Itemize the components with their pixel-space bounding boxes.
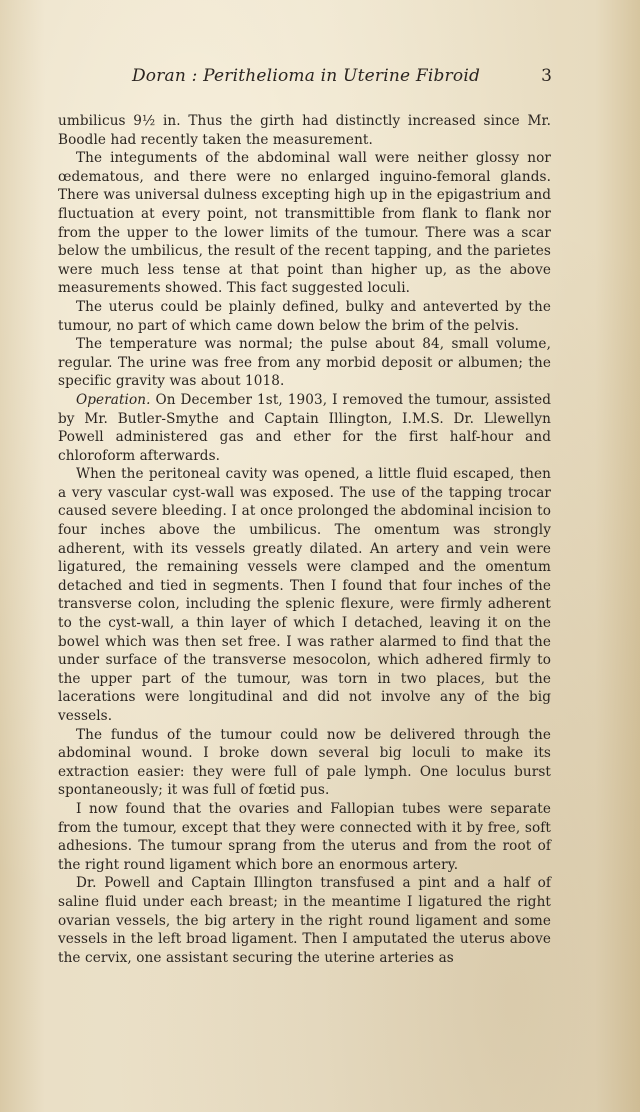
paragraph-3: The uterus could be plainly defined, bulky and anteverted by the tumour, no part of which came down below the brim of the pelvis. bbox=[58, 298, 551, 334]
page-number: 3 bbox=[541, 66, 552, 86]
paragraph-2: The integuments of the abdominal wall were neither glossy nor œdematous, and there were no enlarged inguino-femoral glands. There was universal dulness excepting high up in the epigastrium and fluctuation at every point, not transmittible from flank to flank nor from the upper to the lower limits of the tumour. There was a scar below the umbilicus, the result of the recent tapping, and the parietes were much less tense at that point than higher up, as the above measurements showed. This fact suggested loculi. bbox=[58, 150, 551, 297]
paragraph-4: The temperature was normal; the pulse about 84, small volume, regular. The urine was free from any morbid deposit or albumen; the specific gravity was about 1018. bbox=[58, 336, 551, 390]
body-text bbox=[58, 112, 551, 967]
paragraph-9: Dr. Powell and Captain Illington transfused a pint and a half of saline fluid under each breast; in the meantime I ligatured the right ovarian vessels, the big artery in the right round ligament and some vessels in the left broad ligament. Then I amputated the uterus above the cervix, one assistant securing the uterine arteries as bbox=[58, 875, 551, 966]
paragraph-8: I now found that the ovaries and Fallopian tubes were separate from the tumour, except that they were connected with it by free, soft adhesions. The tumour sprang from the uterus and from the root of the right round ligament which bore an enormous artery. bbox=[58, 800, 551, 873]
operation-lead: Operation. bbox=[76, 391, 151, 408]
paragraph-1: umbilicus 9½ in. Thus the girth had distinctly increased since Mr. Boodle had recently taken the measurement. bbox=[58, 113, 551, 148]
running-title: Doran : Perithelioma in Uterine Fibroid bbox=[131, 66, 481, 86]
paragraph-6: When the peritoneal cavity was opened, a little fluid escaped, then a very vascular cyst-wall was exposed. The use of the tapping trocar caused severe bleeding. I at once prolonged the abdominal incision to four inches above the umbilicus. The omentum was strongly adherent, with its vessels greatly dilated. An artery and vein were ligatured, the remaining vessels were clamped and the omentum detached and tied in segments. Then I found that four inches of the transverse colon, including the splenic flexure, were firmly adherent to the cyst-wall, a thin layer of which I detached, leaving it on the bowel which was then set free. I was rather alarmed to find that the under surface of the transverse mesocolon, which adhered firmly to the upper part of the tumour, was torn in two places, but the lacerations were longitudinal and did not involve any of the big vessels. bbox=[58, 466, 551, 724]
paragraph-operation: Operation. On December 1st, 1903, I removed the tumour, assisted by Mr. Butler-Smythe and Captain Illington, I.M.S. Dr. Llewellyn Powell administered gas and ether for the first half-hour and chloroform afterwards. bbox=[58, 391, 552, 464]
paragraph-7: The fundus of the tumour could now be delivered through the abdominal wound. I broke down several big loculi to make its extraction easier: they were full of pale lymph. One loculus burst spontaneously; it was full of fœtid pus. bbox=[58, 726, 551, 799]
page-header bbox=[60, 66, 552, 92]
